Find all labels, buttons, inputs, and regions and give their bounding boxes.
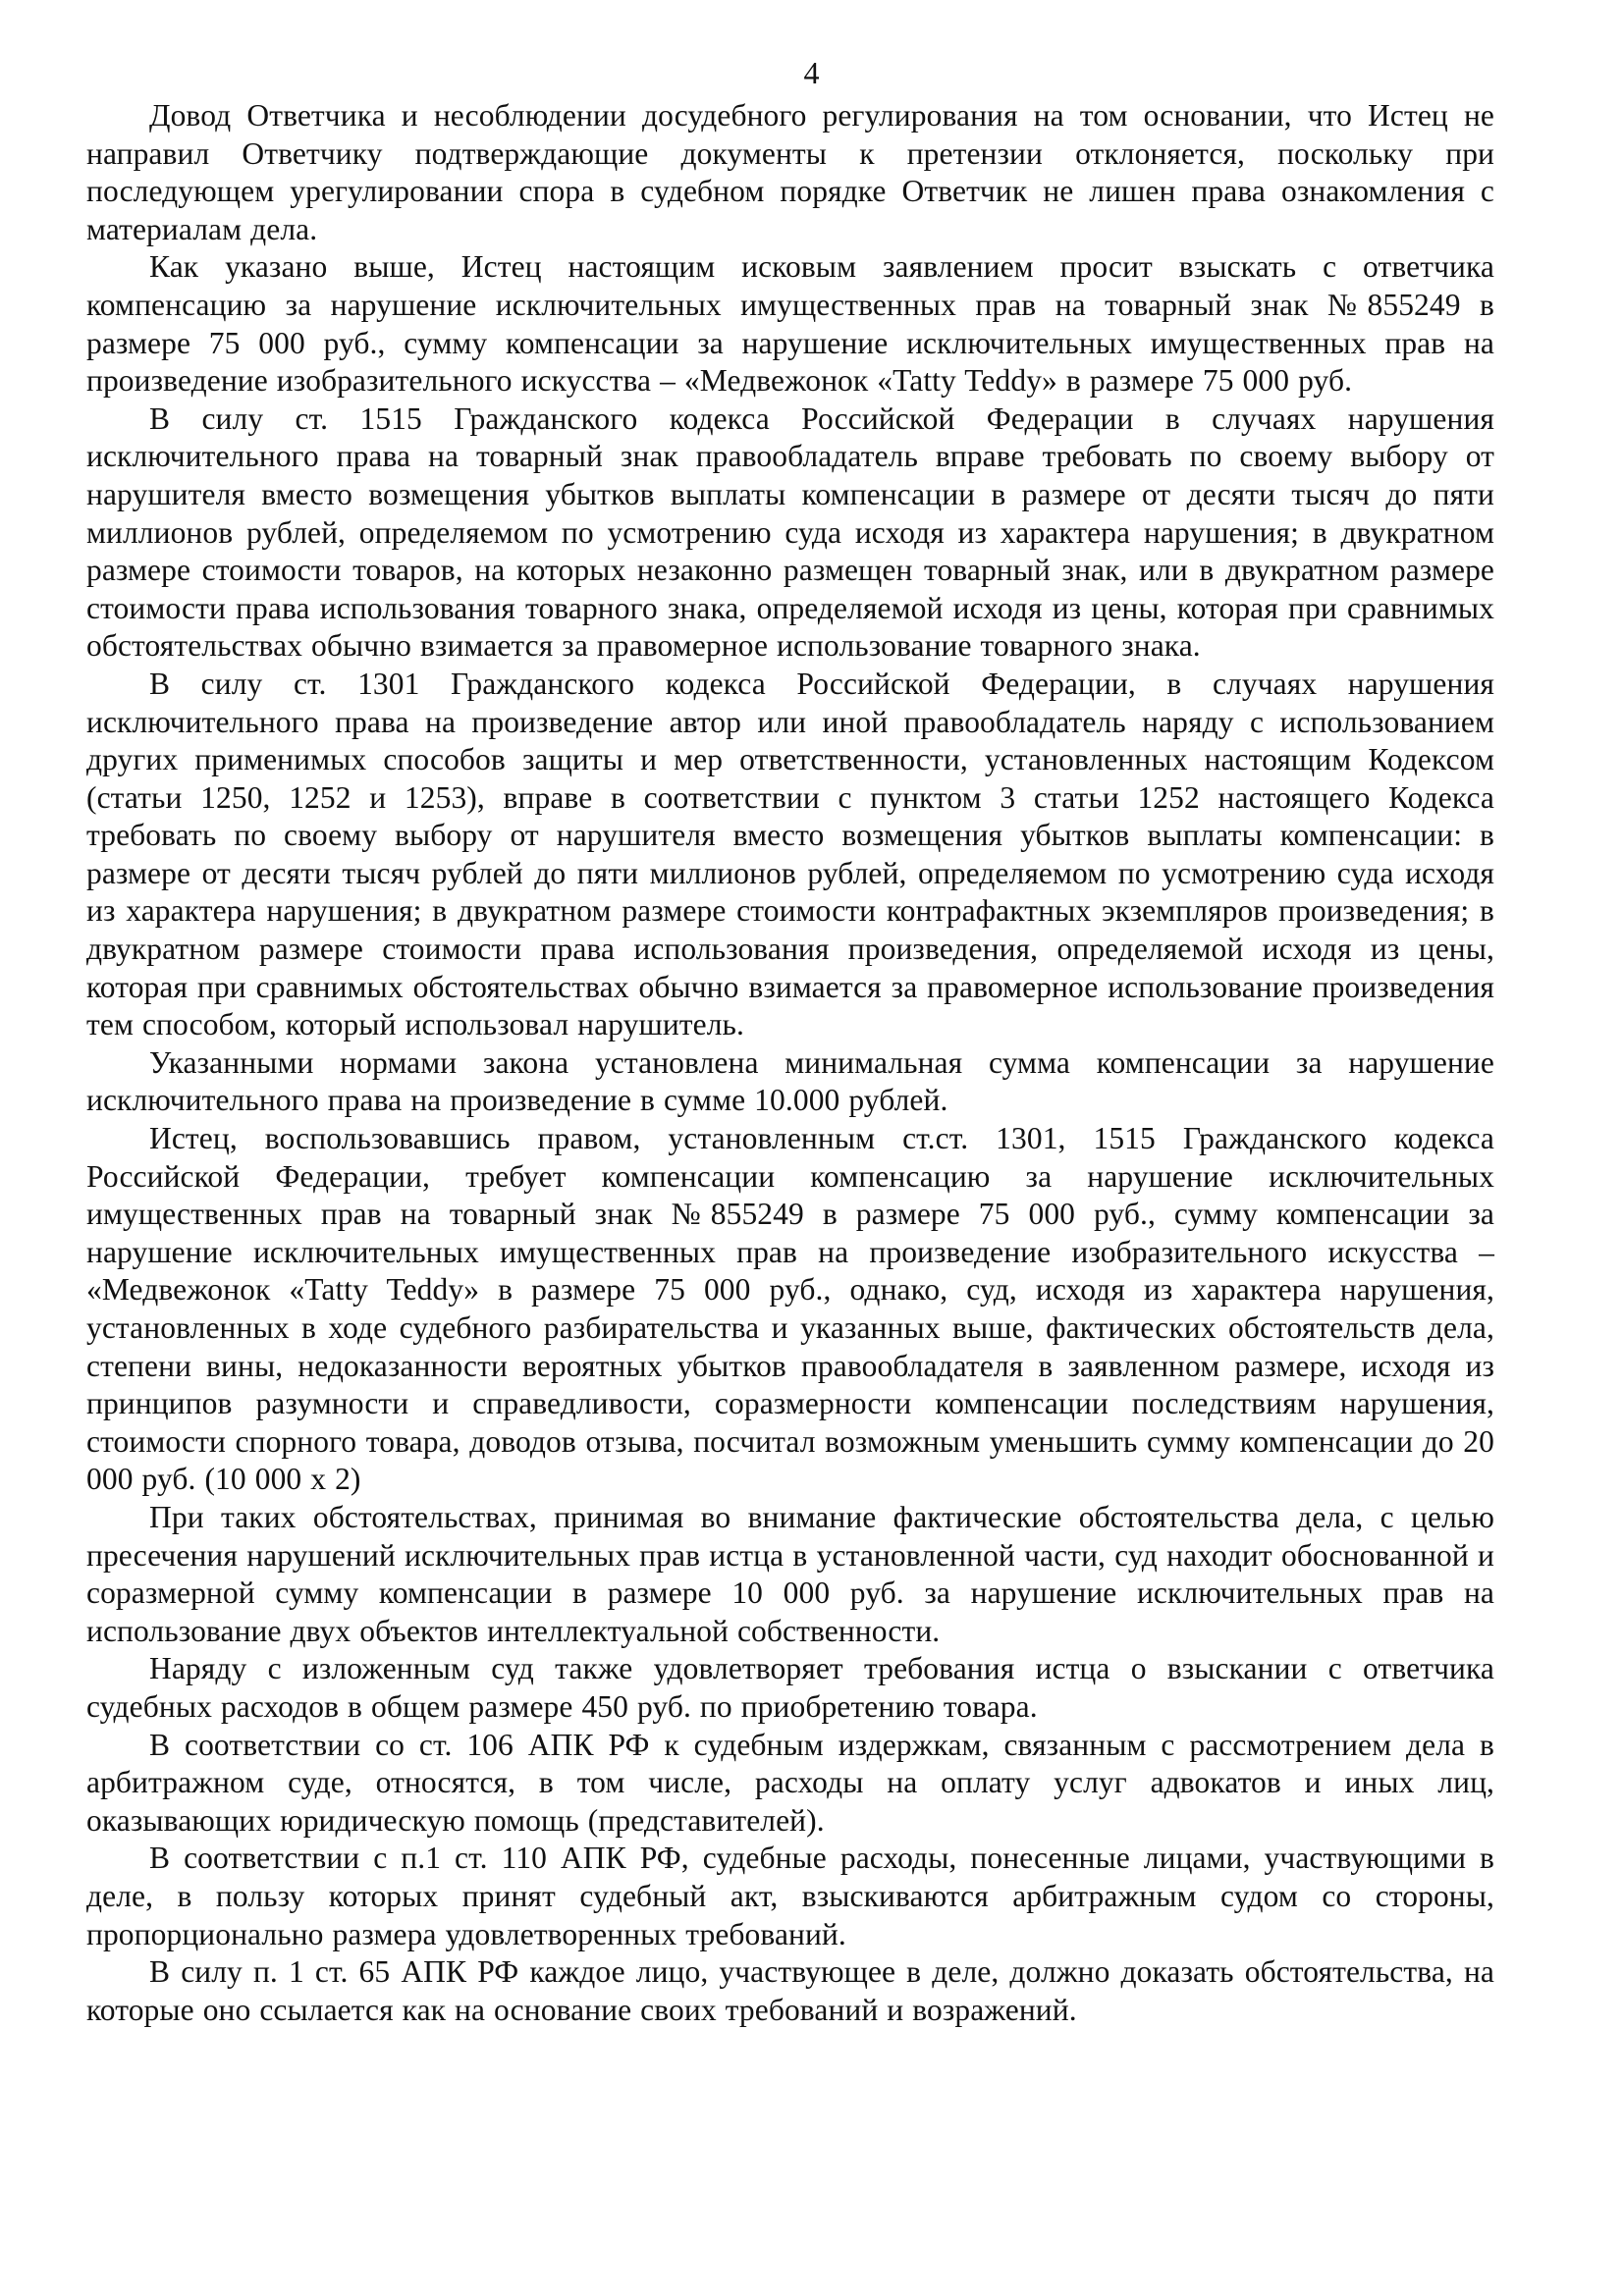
paragraph: Довод Ответчика и несоблюдении досудебного регулирования на том основании, что Истец не направил Ответчику подтверждающие документы к претензии отклоняется, поскольку при последующем урегулировании спора в судебном порядке Ответчик не лишен права ознакомления с материалам дела.	[86, 98, 1494, 246]
page-number: 4	[803, 55, 820, 90]
paragraph: В соответствии со ст. 106 АПК РФ к судебным издержкам, связанным с рассмотрением дела в арбитражном суде, относятся, в том числе, расходы на оплату услуг адвокатов и иных лиц, оказывающих юридическую помощь (представителей).	[86, 1727, 1494, 1838]
paragraph: При таких обстоятельствах, принимая во внимание фактические обстоятельства дела, с целью пресечения нарушений исключительных прав истца в установленной части, суд находит обоснованной и соразмерной сумму компенсации в размере 10 000 руб. за нарушение исключительных прав на использование двух объектов интеллектуальной собственности.	[86, 1499, 1494, 1648]
paragraph: В силу ст. 1515 Гражданского кодекса Российской Федерации в случаях нарушения исключительного права на товарный знак правообладатель вправе требовать по своему выбору от нарушителя вместо возмещения убытков выплаты компенсации в размере от десяти тысяч до пяти миллионов рублей, определяемом по усмотрению суда исходя из характера нарушения; в двукратном размере стоимости товаров, на которых незаконно размещен товарный знак, или в двукратном размере стоимости права использования товарного знака, определяемой исходя из цены, которая при сравнимых обстоятельствах обычно взимается за правомерное использование товарного знака.	[86, 400, 1494, 664]
paragraph: В силу ст. 1301 Гражданского кодекса Российской Федерации, в случаях нарушения исключительного права на произведение автор или иной правообладатель наряду с использованием других применимых способов защиты и мер ответственности, установленных настоящим Кодексом (статьи 1250, 1252 и 1253), вправе в соответствии с пунктом 3 статьи 1252 настоящего Кодекса требовать по своему выбору от нарушителя вместо возмещения убытков выплаты компенсации: в размере от десяти тысяч рублей до пяти миллионов рублей, определяемом по усмотрению суда исходя из характера нарушения; в двукратном размере стоимости контрафактных экземпляров произведения; в двукратном размере стоимости права использования произведения, определяемой исходя из цены, которая при сравнимых обстоятельствах обычно взимается за правомерное использование произведения тем способом, который использовал нарушитель.	[86, 666, 1494, 1042]
paragraph: Истец, воспользовавшись правом, установленным ст.ст. 1301, 1515 Гражданского кодекса Российской Федерации, требует компенсации компенсацию за нарушение исключительных имущественных прав на товарный знак №855249 в размере 75 000 руб., сумму компенсации за нарушение исключительных имущественных прав на произведение изобразительного искусства – «Медвежонок «Tatty Teddy» в размере 75 000 руб., однако, суд, исходя из характера нарушения, установленных в ходе судебного разбирательства и указанных выше, фактических обстоятельств дела, степени вины, недоказанности вероятных убытков правообладателя в заявленном размере, исходя из принципов разумности и справедливости, соразмерности компенсации последствиям нарушения, стоимости спорного товара, доводов отзыва, посчитал возможным уменьшить сумму компенсации до 20 000 руб. (10 000 х 2)	[86, 1121, 1494, 1497]
paragraph: Указанными нормами закона установлена минимальная сумма компенсации за нарушение исключительного права на произведение в сумме 10.000 рублей.	[86, 1044, 1494, 1118]
document-body	[86, 97, 1494, 2029]
paragraph: В соответствии с п.1 ст. 110 АПК РФ, судебные расходы, понесенные лицами, участвующими в деле, в пользу которых принят судебный акт, взыскиваются арбитражным судом со стороны, пропорционально размера удовлетворенных требований.	[86, 1841, 1494, 1951]
paragraph: Как указано выше, Истец настоящим исковым заявлением просит взыскать с ответчика компенсацию за нарушение исключительных имущественных прав на товарный знак №855249 в размере 75 000 руб., сумму компенсации за нарушение исключительных имущественных прав на произведение изобразительного искусства – «Медвежонок «Tatty Teddy» в размере 75 000 руб.	[86, 249, 1494, 399]
paragraph: Наряду с изложенным суд также удовлетворяет требования истца о взыскании с ответчика судебных расходов в общем размере 450 руб. по приобретению товара.	[86, 1651, 1494, 1724]
paragraph: В силу п. 1 ст. 65 АПК РФ каждое лицо, участвующее в деле, должно доказать обстоятельства, на которые оно ссылается как на основание своих требований и возражений.	[86, 1954, 1494, 2027]
